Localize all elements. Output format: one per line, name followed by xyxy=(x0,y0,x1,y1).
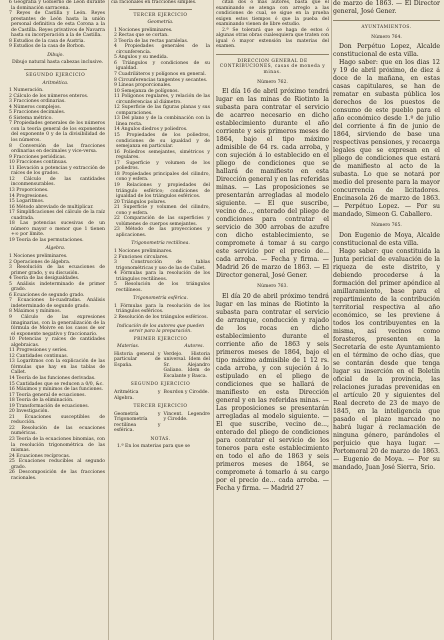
algebra-item: 19 Transformación de ecuaciones. xyxy=(9,403,90,409)
algebra-item: 20 Investigación. xyxy=(9,409,49,415)
geometria-item: 6 Triángulos y condiciones de su igualdad. xyxy=(114,60,210,72)
geometria-item: 17 Superficie y volumen de los poliedros. xyxy=(114,160,210,172)
geometria-item: 5 Ángulos y su medida. xyxy=(114,55,169,61)
trig-spherical-list xyxy=(111,304,210,321)
algebra-item: 15 Cantidades que se reducen a 0/0, &c. xyxy=(9,381,104,387)
tercer-autores: Vincent. Legendre y Cirodde. xyxy=(163,411,210,423)
geometria-item: 15 Propiedades de los poliedros, condiciones de su igualdad y de semejanza en particular. xyxy=(114,133,210,150)
dibujo-heading: Dibujo. xyxy=(47,52,64,58)
aritmetica-item: 8 Conversión de las fracciones ordinarias en decimales y vice-versa. xyxy=(9,143,105,155)
anuncio-763-text: El día 20 de abril próximo tendrá lugar en las minas de Riotinto la subasta para contratar el servicio de arranque, conducción y rajado de los rocas en dicho establecimiento durante el corriente año de 1863 y seis primeros meses de 1864, bajo el tipo máximo admisible de 1 12 rs. cada arroba, y con sujeción á lo estipulado en el pliego de condiciones que se hallará de manifiesto en esta Dirección general y en las referidas minas. — Las proposiciones se presentarán arregladas al modelo siguiente. — El que suscribe, vecino de..., enterado del pliego de condiciones para contratar el servicio de los toneros para este establecimiento en todo el año de 1863 y seis primeros meses de 1864, se compromete á tomarlo á su cargo por el precio de... cada arroba. — Fecha y firma. — Madrid 27 xyxy=(216,292,329,492)
geometria-list xyxy=(111,28,210,239)
aritmetica-item: 1 Numeración. xyxy=(9,88,44,94)
direccion-heading: DIRECCION GENERAL DE CONTRIBUCIONES, casas de moneda y minas. xyxy=(219,58,326,76)
col4-intro: de marzo de 1863. — El Director general, José Gener. xyxy=(333,0,440,15)
geometria-item: 2 Rectas que se cortan. xyxy=(114,33,169,39)
trig-spherical-heading: Trigonometría esférica. xyxy=(133,296,188,302)
geometria-item: 18 Propiedades principales del cilindro, cono y esfera. xyxy=(114,171,210,183)
history-item: 7 Reyes de Castilla y León. Reyes prestantes de León hasta la unión personal definitiva de esta Corona a la de Castilla. Reyes privativos de Navarra hasta su incorporación a la de Castilla. xyxy=(9,11,105,39)
trig-item: 3 Construcción de tablas trigonométricas y uso de las de Callet. xyxy=(114,260,210,271)
ayuntamientos-heading: AYUNTAMIENTOS. xyxy=(361,25,412,30)
aritmetica-item: 16 Método abreviado de multiplicar. xyxy=(9,204,94,210)
geometria-item: 11 Polígonos regulares, y relación de las circunferencias al diámetro. xyxy=(114,94,210,105)
algebra-item: 7 Ecuaciones bi-cuadradas. Análisis indeterminado de segundo grado. xyxy=(9,298,105,309)
tercer-grid xyxy=(111,412,210,434)
indicacion-heading: Indicación de los autores que pueden servir para la preparación. xyxy=(116,323,205,335)
column-2 xyxy=(111,0,210,640)
aritmetica-item: 10 Fracciones continuas. xyxy=(9,160,68,166)
aritmetica-item: 9 Fracciones periódicas. xyxy=(9,154,67,160)
geometria-item: 21 Superficie y volumen del cilindro, cono y esfera. xyxy=(114,205,210,216)
segundo-grid xyxy=(111,390,210,401)
notas-heading: NOTAS. xyxy=(150,436,171,442)
dibujo-text: Dibujo natural hasta cabezas inclusive. xyxy=(12,60,104,66)
aritmetica-item: 11 Elevación a potencias y extracción de raíces de los grados. xyxy=(9,165,105,177)
geometria-item: 13 Del plano y de la combinación con la línea recta. xyxy=(114,116,210,127)
primer-ejercicio-heading: PRIMER EJERCICIO xyxy=(133,336,188,342)
algebra-item: 12 Cantidades continuas. xyxy=(9,353,69,359)
notas-text: 1.ª En los materias para que se xyxy=(117,444,190,450)
aritmetica-item: 3 Fracciones ordinarias. xyxy=(9,99,66,105)
alcalde-764-name: Don Perpétuo Lopez, Alcalde constitucional de esta villa. xyxy=(333,43,440,59)
anuncio-number-764: Número 764. xyxy=(371,34,402,40)
aritmetica-item: 7 Propiedades generales de los números con la teoría general de los exponentes del exponente 0 y de la divisibilidad de los números. xyxy=(9,121,105,144)
segundo-autores: Bourdon y Cirodde. xyxy=(163,390,209,395)
geometria-item: 16 Poliedros semejantes, simétricos y regulares. xyxy=(114,149,210,161)
column-4 xyxy=(333,0,440,640)
algebra-item: 10 Potencias y raíces de cantidades algebraicas. xyxy=(9,337,105,348)
aritmetica-item: 6 Sistema métrico. xyxy=(9,115,53,121)
geometria-item: 4 Propiedades generales de la circunferencia. xyxy=(114,44,210,55)
aritmetica-item: 2 Cálculo de los números enteros. xyxy=(9,93,89,99)
algebra-item: 23 Teoría de la ecuaciones binomias, con la resolución trigonométrica de las mismas. xyxy=(9,437,105,454)
trig-item: 2 Funciones circulares. xyxy=(114,254,169,260)
tercer-ejercicio-heading-2: TERCER EJERCICIO xyxy=(133,404,188,410)
segundo-ejercicio-heading: SEGUNDO EJERCICIO xyxy=(25,73,86,79)
segundo-ejercicio-heading-2: SEGUNDO EJERCICIO xyxy=(130,382,191,388)
aritmetica-list xyxy=(6,88,105,243)
geometria-item: 23 Método de las proyecciones y aplicaciones. xyxy=(114,227,210,238)
divider xyxy=(129,9,192,10)
geometria-item: 7 Cuadriláteros y polígonos en general. xyxy=(114,72,207,78)
aritmetica-item: 5 Fracciones decimales. xyxy=(9,110,66,116)
col3-intro: citan dos ó más autores, basta que el examinando se atenga con arreglo a las condiciones de cual, se sigue en la prueba exigen estos tiempos ó que la pueba del examinando vienen de libre estudio. xyxy=(216,0,329,28)
aritmetica-item: 14 Progresiones. xyxy=(9,193,49,199)
algebra-item: 6 Ecuaciones de segundo grado. xyxy=(9,292,85,298)
trig-item: 5 Resolución de los triángulos rectilíneos. xyxy=(114,282,210,293)
geometria-item: 9 Líneas proporcionales. xyxy=(114,83,172,89)
trig-list xyxy=(111,249,210,293)
algebra-item: 2 Operaciones de álgebra. xyxy=(9,259,71,265)
divider xyxy=(24,69,87,70)
geometria-item: 10 Semejanza de polígonos. xyxy=(114,88,179,94)
column-rule xyxy=(331,0,332,640)
algebra-heading: Algebra. xyxy=(45,246,66,252)
alcalde-765-name: Don Eugenio de Moya, Alcalde constitucional de esta villa. xyxy=(333,231,440,247)
aritmetica-item: 19 Teoría de las permutaciones. xyxy=(9,237,84,243)
history-item: 8 Estudios de la casa de Austria. xyxy=(9,38,86,44)
subject-header xyxy=(111,344,210,350)
algebra-item: 11 Progresiones y series. xyxy=(9,348,68,354)
anuncio-762-text: El día 16 de abril próximo tendrá lugar en las minas de Riotinto la subasta para contratar el servicio de acarreo necesario en dicho establecimiento durante el año corriente y seis primeros meses de 1864, bajo el tipo máximo admisible de 64 rs. cada arroba, y con sujeción á lo establecido en el pliego de condiciones que se hallará de manifiesto en esta Dirección general y en las referidas minas. — Las proposiciones se presentarán arregladas al modelo siguiente. — El que suscribe, vecino de..., enterado del pliego de condiciones para contratar el servicio de 300 arrobas de azufre con dicho establecimiento, se compromete á tomar á su cargo este servicio por el precio de... cada arroba. — Fecha y firma. — Madrid 26 de marzo de 1863. — El Director general, José Gener. xyxy=(216,88,329,280)
geometria-item: 3 Teoría de las rectas paralelas. xyxy=(114,38,189,44)
anuncio-number-762: Número 762. xyxy=(257,79,288,85)
column-rule xyxy=(213,0,214,640)
segundo-materia: Aritmética y Algebra. xyxy=(114,390,161,401)
primer-autores: Verdejo. Historia universal. Idem del Sr. Alejandro Galiano. Idem de Escalante y Basca. xyxy=(163,351,210,379)
aritmetica-item: 17 Simplificaciones del cálculo de la raíz cuadrada. xyxy=(9,210,105,221)
algebra-item: 21 Ecuaciones susceptibles de reducción. xyxy=(9,414,105,426)
algebra-item: 22 Resolución de las ecuaciones numéricas. xyxy=(9,425,105,437)
algebra-item: 13 Logaritmos con la explicación de las fórmulas que hay en las tablas de Callet. xyxy=(9,359,105,376)
algebra-item: 4 Teoría de las desigualdades. xyxy=(9,276,80,282)
algebra-item: 25 Ecuaciones reducibles al segundo grado. xyxy=(9,459,105,470)
algebra-item: 17 Teoría general de ecuaciones. xyxy=(9,392,86,398)
tercer-ejercicio-heading: TERCER EJERCICIO xyxy=(133,12,188,18)
trig-spherical-item: 1 Fórmulas para la resolución de los triángulos esféricos. xyxy=(114,303,210,315)
trig-spherical-item: 2 Resolución de los triángulos esféricos. xyxy=(114,314,208,320)
history-list xyxy=(6,0,105,50)
anuncio-number-765: Número 765. xyxy=(371,223,402,229)
aritmetica-item: 4 Números complejos. xyxy=(9,104,62,110)
anuncio-number-763: Número 763. xyxy=(257,284,288,290)
anuncio-765-text: Hago saber: que constituida la Junta pericial de evaluación de la riqueza de este distrito, y debiendo procederse á la formación del primer apéndice al amillaramiento, base para el repartimiento de la contribución territorial respectiva al año económico, se les previene á todos los contribuyentes en la misma, así vecinos como forasteros, presenten en la Secretaría de este Ayuntamiento en el término de ocho días, que se contarán desde que tenga lugar su inserción en el Boletín oficial de la provincia, las relaciones juradas prevenidas en el artículo 20 y siguientes del Real decreto de 23 de mayo de 1845, en la inteligencia que pasado el plazo marcado no habrá lugar á reclamación de ninguna género, parándoles el perjuicio que haya lugar. — Portomoral 20 de marzo de 1863. — Eugenio de Moya. — Por su mandado, Juan José Sierra, Srio. xyxy=(333,247,440,471)
algebra-item: 8 Máximos y mínimos. xyxy=(9,309,62,315)
algebra-item: 26 Descomposición de las fracciones racionales. xyxy=(9,470,105,481)
algebra-item: 3 Resolución de las ecuaciones de primer grado, y su discusión. xyxy=(9,265,105,276)
primer-grid xyxy=(111,352,210,380)
algebra-item: 16 Máximos y mínimos de las funciones. xyxy=(9,387,104,393)
aritmetica-item: 15 Logaritmos. xyxy=(9,199,45,205)
algebra-item: 14 Teoría de las funciones derivadas. xyxy=(9,376,96,381)
algebra-item: 1 Nociones preliminares. xyxy=(9,253,68,259)
col3-intro-2: 2.ª Se tolerará que se haga de estos ó algunas otras obras cualesquiera que traten con igual ó mayor extensión las materias del examen. xyxy=(216,27,329,50)
divider xyxy=(216,54,329,55)
divider xyxy=(333,20,440,21)
history-item: 6 Geografía y Gobierno de León durante la dominación sarracena. xyxy=(9,0,105,11)
aritmetica-heading: Aritmética. xyxy=(42,80,69,86)
column-rule xyxy=(108,0,109,640)
aritmetica-item: 12 Cálculo de las cantidades inconmensurables. xyxy=(9,176,105,188)
column-3 xyxy=(216,0,329,640)
col2-intro: cia racionales en fracciones simples. xyxy=(111,0,197,5)
geometria-item: 12 Superficie de las figuras planas y sus comparaciones. xyxy=(114,105,210,116)
algebra-item: 5 Análisis indeterminado de primer grado. xyxy=(9,281,105,293)
trig-item: 4 Fórmulas para la resolución de los triángulos rectilíneos. xyxy=(114,271,210,282)
anuncio-764-text: Hago saber: que en los dias 12 y 19 de abril próximo, de diez á doce de la mañana, en estas casas capitulares, se han de rematar en subasta pública los derechos de los puestos de consumo de este pueblo para el año económico desde 1.º de julio del corriente á fin de junio de 1864, sirviendo de base una respectivas pensiones, y recaerga legales que se expresan en el pliego de condiciones que estará de manifiesto al acto de la subasta. Lo que se notará por medio del presente para la mayor concurrencia de licitadores. Encinasola 26 de marzo de 1863. — Perpétuo Lopez. — Por su mandado, Simeon G. Caballero. xyxy=(333,59,440,219)
algebra-item: 9 Cálculo de las expresiones imaginarias, con la generalización de la fórmula de Moivre en los casos de ser el exponente negativo y fraccionario. xyxy=(9,314,105,337)
aritmetica-item: 13 Proporciones. xyxy=(9,187,49,193)
geometria-item: 20 Triángulos polares. xyxy=(114,199,167,205)
aritmetica-item: 18 Las potencias sucesivas de un número mayor o menor que 1 tienen +∞ por límite. xyxy=(9,221,105,238)
trig-item: 1 Nociones preliminares. xyxy=(114,248,173,254)
geometria-item: 14 Ángulos diedros y poliedros. xyxy=(114,127,188,133)
algebra-item: 24 Ecuaciones recíprocas. xyxy=(9,453,71,459)
geometria-item: 1 Nociones preliminares. xyxy=(114,27,173,33)
algebra-list xyxy=(6,254,105,481)
geometria-item: 8 Circunferencias tangentes y secantes. xyxy=(114,77,208,83)
geometria-item: 22 Comparación de las superficies y volúmenes de cuerpos semejantes. xyxy=(114,216,210,227)
trig-heading: Trigonometría rectilínea. xyxy=(131,241,190,247)
geometria-item: 19 Relaciones y propiedades del triángulo esférico; condiciones de igualdad de los triángulos esféricos. xyxy=(114,182,210,200)
autores-label: Autores. xyxy=(184,344,204,350)
materias-label: Materias. xyxy=(117,344,140,350)
column-1 xyxy=(6,0,105,640)
algebra-item: 18 Teoría de la eliminación. xyxy=(9,398,74,404)
primer-materia: Historia general y particular de España. xyxy=(114,351,161,368)
geometria-heading: Geometría. xyxy=(147,20,174,26)
tercer-materia: Geometría y Trigonometría rectilínea y esférica. xyxy=(114,411,161,434)
history-item: 9 Estudios de la casa de Borbon. xyxy=(9,44,86,50)
